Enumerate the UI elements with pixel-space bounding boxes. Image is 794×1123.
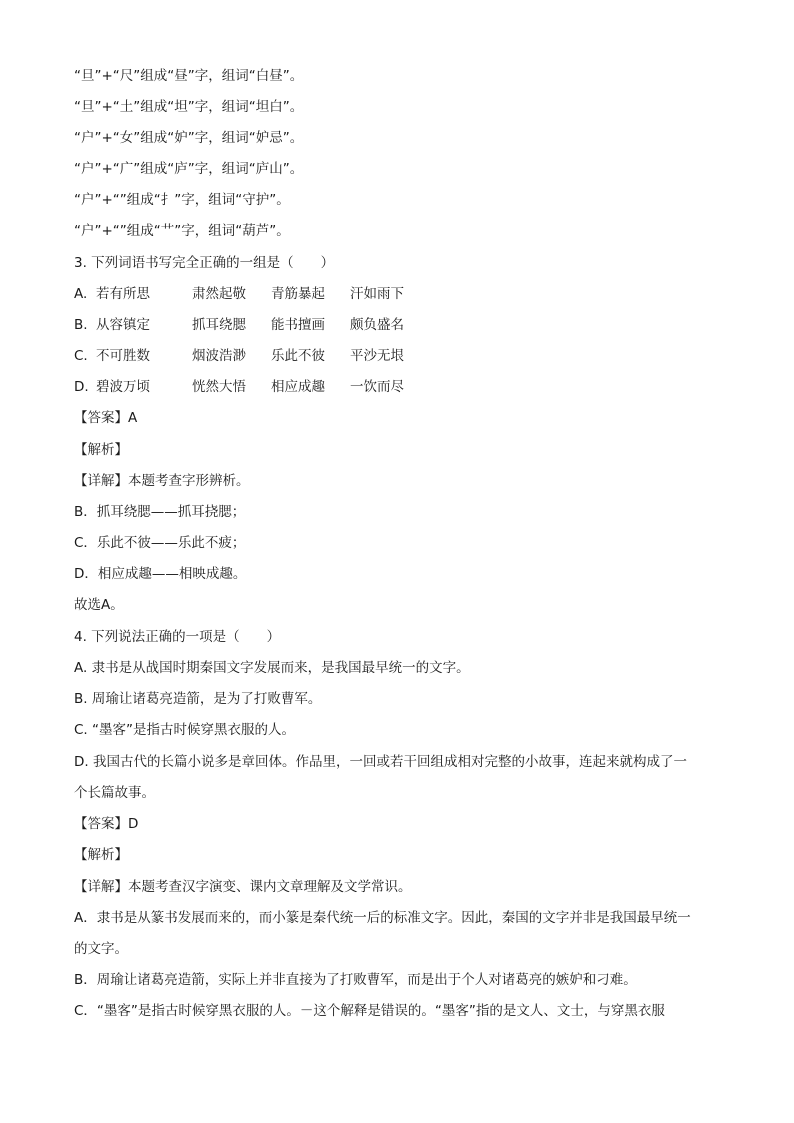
- question-3-analysis-heading: 【解析】: [74, 442, 128, 458]
- option-word: 抓耳绕腮: [192, 317, 246, 333]
- question-4-answer: 【答案】D: [74, 816, 139, 832]
- option-word: 颇负盛名: [350, 317, 404, 333]
- question-4-explanation: B．周瑜让诸葛亮造箭，实际上并非直接为了打败曹军，而是出于个人对诸葛亮的嫉妒和刁难。: [74, 972, 637, 988]
- option-word: 相应成趣: [271, 379, 325, 395]
- option-label: C.: [74, 348, 88, 364]
- question-3-conclusion: 故选A。: [74, 597, 124, 613]
- combo-line: “户”+“”组成“扌”字，组词“守护”。: [74, 192, 290, 208]
- question-4-option-d-cont: 个长篇故事。: [74, 785, 155, 801]
- question-3-detail: 【详解】本题考查字形辨析。: [74, 473, 250, 489]
- question-4-option-a: A. 隶书是从战国时期秦国文字发展而来，是我国最早统一的文字。: [74, 660, 470, 676]
- option-word: 乐此不彼: [271, 348, 325, 364]
- option-word: 肃然起敬: [192, 286, 246, 302]
- combo-line: “旦”+“土”组成“坦”字，组词“坦白”。: [74, 99, 304, 115]
- question-3-correction: D．相应成趣——相映成趣。: [74, 566, 247, 582]
- option-word: 平沙无垠: [350, 348, 404, 364]
- option-word: 恍然大悟: [192, 379, 246, 395]
- question-4-stem: 4. 下列说法正确的一项是（ ）: [74, 629, 281, 645]
- question-4-detail: 【详解】本题考查汉字演变、课内文章理解及文学常识。: [74, 879, 412, 895]
- question-4-option-b: B. 周瑜让诸葛亮造箭，是为了打败曹军。: [74, 691, 322, 707]
- combo-line: “户”+“广”组成“庐”字，组词“庐山”。: [74, 161, 304, 177]
- option-word: 青筋暴起: [271, 286, 325, 302]
- question-3-option-d: [74, 377, 404, 397]
- question-3-stem: 3. 下列词语书写完全正确的一组是（ ）: [74, 255, 335, 271]
- option-word: 从容镇定: [96, 317, 150, 333]
- question-4-option-d: D. 我国古代的长篇小说多是章回体。作品里，一回或若干回组成相对完整的小故事，连起来就构成了一: [74, 754, 687, 770]
- option-label: B.: [74, 317, 88, 333]
- question-4-explanation: 的文字。: [74, 941, 128, 957]
- question-4-option-c: C. “墨客”是指古时候穿黑衣服的人。: [74, 722, 295, 738]
- question-3-option-b: [74, 315, 404, 335]
- option-word: 一饮而尽: [350, 379, 404, 395]
- option-label: A.: [74, 286, 88, 302]
- option-word: 若有所思: [96, 286, 150, 302]
- question-3-option-a: [74, 284, 404, 304]
- combo-line: “旦”+“尺”组成“昼”字，组词“白昼”。: [74, 68, 304, 84]
- question-3-option-c: [74, 346, 404, 366]
- question-4-analysis-heading: 【解析】: [74, 847, 128, 863]
- combo-line: “户”+“女”组成“妒”字，组词“妒忌”。: [74, 130, 304, 146]
- question-3-correction: B．抓耳绕腮——抓耳挠腮；: [74, 504, 246, 520]
- question-4-explanation: C．“墨客”是指古时候穿黑衣服的人。－这个解释是错误的。“墨客”指的是文人、文士，与穿黑衣服: [74, 1003, 665, 1019]
- question-3-correction: C．乐此不彼——乐此不疲；: [74, 535, 246, 551]
- option-word: 碧波万顷: [96, 379, 150, 395]
- question-4-explanation: A．隶书是从篆书发展而来的，而小篆是秦代统一后的标准文字。因此，秦国的文字并非是我国最早统一: [74, 910, 691, 926]
- option-word: 汗如雨下: [350, 286, 404, 302]
- option-word: 烟波浩渺: [192, 348, 246, 364]
- option-word: 不可胜数: [96, 348, 150, 364]
- option-label: D.: [74, 379, 89, 395]
- option-word: 能书擅画: [271, 317, 325, 333]
- question-3-answer: 【答案】A: [74, 410, 138, 426]
- combo-line: “户”+“”组成“艹”字，组词“葫芦”。: [74, 223, 290, 239]
